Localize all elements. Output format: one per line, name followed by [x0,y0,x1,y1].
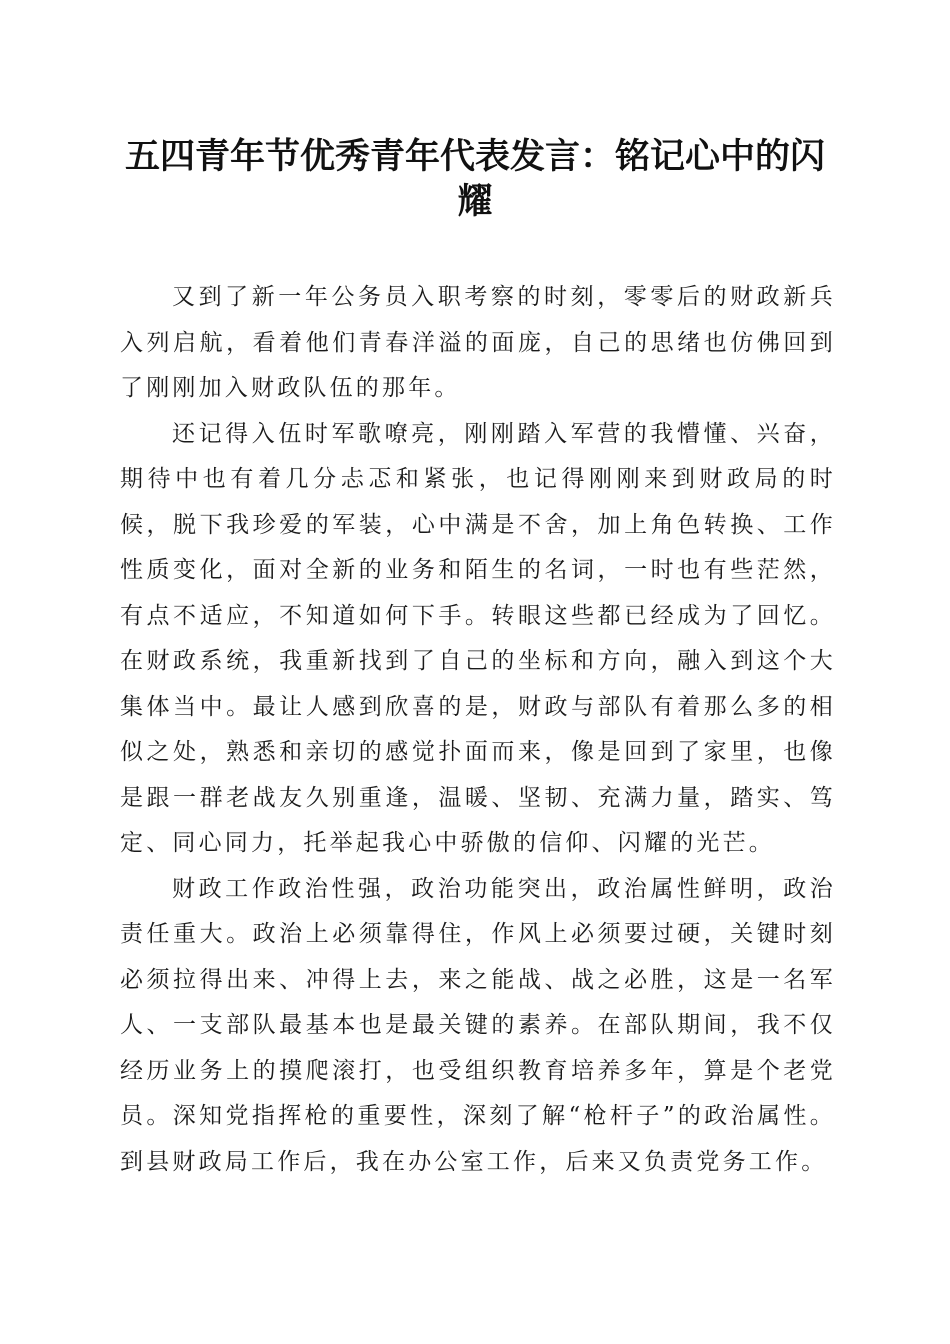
paragraph-1: 又到了新一年公务员入职考察的时刻，零零后的财政新兵入列启航，看着他们青春洋溢的面庞，自己的思绪也仿佛回到了刚刚加入财政队伍的那年。 [120,284,836,401]
paragraph-3: 财政工作政治性强，政治功能突出，政治属性鲜明，政治责任重大。政治上必须靠得住，作风上必须要过硬，关键时刻必须拉得出来、冲得上去，来之能战、战之必胜，这是一名军人、一支部队最基本也是最关键的素养。在部队期间，我不仅经历业务上的摸爬滚打，也受组织教育培养多年，算是个老党员。深知党指挥枪的重要性，深刻了解“枪杆子”的政治属性。到县财政局工作后，我在办公室工作，后来又负责党务工作。 [120,875,836,1175]
document-body [120,275,836,1185]
paragraph-2: 还记得入伍时军歌嘹亮，刚刚踏入军营的我懵懂、兴奋，期待中也有着几分忐忑和紧张，也记得刚刚来到财政局的时候，脱下我珍爱的军装，心中满是不舍，加上角色转换、工作性质变化，面对全新的业务和陌生的名词，一时也有些茫然，有点不适应，不知道如何下手。转眼这些都已经成为了回忆。在财政系统，我重新找到了自己的坐标和方向，融入到这个大集体当中。最让人感到欣喜的是，财政与部队有着那么多的相似之处，熟悉和亲切的感觉扑面而来，像是回到了家里，也像是跟一群老战友久别重逢，温暖、坚韧、充满力量，踏实、笃定、同心同力，托举起我心中骄傲的信仰、闪耀的光芒。 [120,420,836,856]
document-title: 五四青年节优秀青年代表发言：铭记心中的闪耀 [124,136,825,222]
